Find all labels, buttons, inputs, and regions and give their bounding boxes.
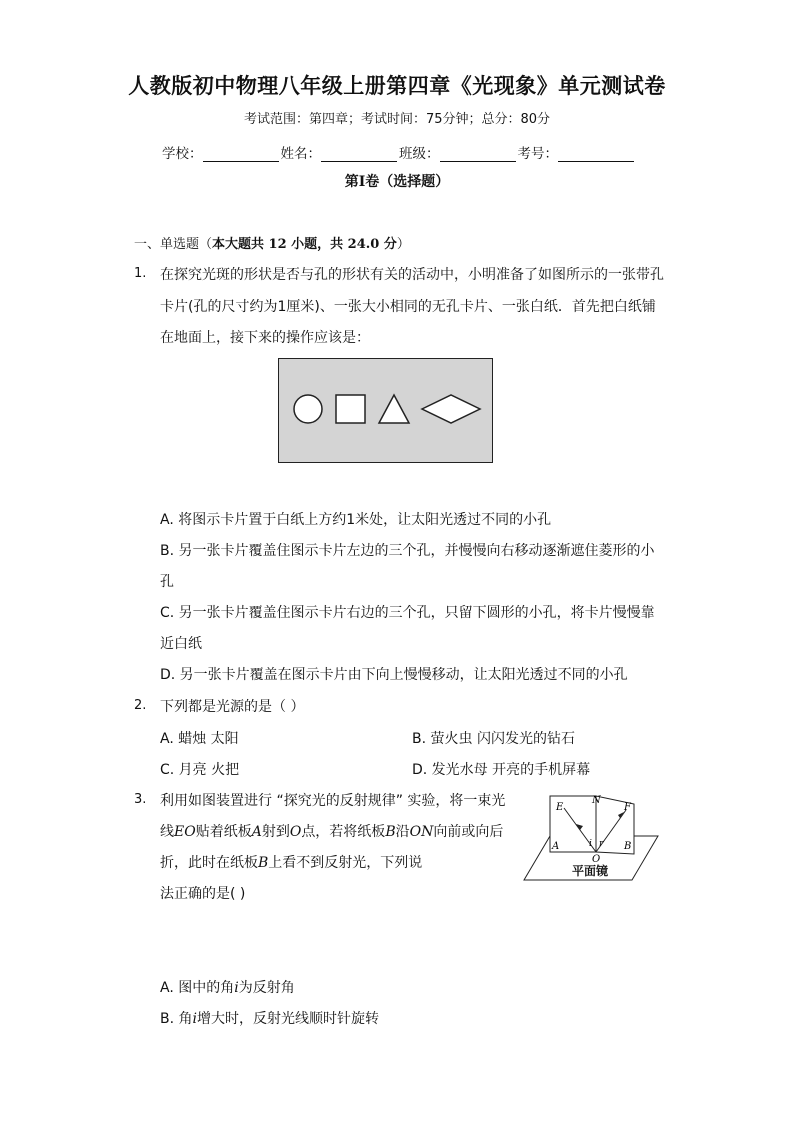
part-heading [134, 233, 410, 252]
class-label: 班级： [399, 146, 440, 162]
school-label: 学校： [162, 146, 203, 162]
hole-card-figure [278, 358, 493, 463]
q3-number: 3. [134, 792, 147, 807]
q3-stem-line-1: 利用如图装置进行 “探究光的反射规律” 实验，将一束光 [160, 793, 506, 809]
q3-a-v: i [234, 980, 239, 996]
q3-l2-v5: ON [409, 824, 434, 840]
q1-option-b-cont: 孔 [160, 574, 174, 590]
label-i: i [589, 839, 592, 849]
q3-l3-t2: 上看不到反射光，下列说 [268, 855, 423, 871]
label-a: A [552, 841, 560, 852]
q3-stem-line-2 [160, 821, 503, 841]
rhombus-hole-icon [422, 395, 480, 423]
label-e: E [556, 802, 564, 813]
q1-option-d[interactable]: D. 另一张卡片覆盖在图示卡片由下向上慢慢移动，让太阳光透过不同的小孔 [160, 667, 628, 683]
section-title: 第I卷（选择题） [344, 174, 450, 190]
q1-option-b[interactable]: B. 另一张卡片覆盖住图示卡片左边的三个孔，并慢慢向右移动逐渐遮住菱形的小 [160, 543, 655, 559]
label-f: F [624, 802, 631, 813]
q3-l2-v2: A [251, 824, 262, 840]
label-b: B [624, 841, 632, 852]
q3-l3-v1: B [258, 855, 269, 871]
q2-option-a[interactable]: A. 蜡烛 太阳 [160, 731, 239, 747]
circle-hole-icon [294, 395, 322, 423]
q3-l2-t3: 射到 [261, 824, 290, 840]
q3-l2-t4: 点，若将纸板 [301, 824, 386, 840]
q1-stem-line-1: 在探究光斑的形状是否与孔的形状有关的活动中，小明准备了如图所示的一张带孔 [160, 267, 664, 283]
q3-l2-t1: 线 [160, 824, 174, 840]
label-r: r [599, 839, 604, 849]
q1-option-c[interactable]: C. 另一张卡片覆盖住图示卡片右边的三个孔，只留下圆形的小孔，将卡片慢慢靠 [160, 605, 655, 621]
q3-l2-v4: B [385, 824, 396, 840]
q1-option-c-cont: 近白纸 [160, 636, 202, 652]
exam-number-blank[interactable] [558, 147, 634, 162]
q3-stem-line-4: 法正确的是( ) [160, 886, 246, 902]
q2-option-b[interactable]: B. 萤火虫 闪闪发光的钻石 [412, 731, 575, 747]
part-heading-bold: 本大题共 12 小题，共 24.0 分 [212, 237, 397, 252]
exam-info: 考试范围：第四章；考试时间：75分钟；总分：80分 [243, 112, 551, 127]
exam-title: 人教版初中物理八年级上册第四章《光现象》单元测试卷 [128, 73, 666, 98]
label-o: O [592, 854, 601, 865]
q3-l2-v3: O [289, 824, 302, 840]
label-n: N [592, 795, 601, 806]
q1-number: 1. [134, 266, 147, 281]
q1-option-a[interactable]: A. 将图示卡片置于白纸上方约1米处，让太阳光透过不同的小孔 [160, 512, 552, 528]
q1-stem-line-3: 在地面上，接下来的操作应该是： [160, 330, 370, 346]
part-heading-prefix: 一、单选题（ [134, 237, 213, 252]
q2-option-d[interactable]: D. 发光水母 开亮的手机屏幕 [412, 762, 591, 778]
class-blank[interactable] [440, 147, 516, 162]
q3-l2-t5: 沿 [395, 824, 410, 840]
q3-l3-t1: 折，此时在纸板 [160, 855, 258, 871]
square-hole-icon [336, 395, 365, 423]
q3-option-b[interactable] [160, 1008, 379, 1028]
q3-l2-v1: EO [174, 824, 196, 840]
q2-number: 2. [134, 698, 147, 713]
mirror-caption: 平面镜 [572, 864, 609, 878]
q2-option-c[interactable]: C. 月亮 火把 [160, 762, 240, 778]
q3-b-t2: 增大时，反射光线顺时针旋转 [197, 1011, 379, 1027]
q3-l2-t2: 贴着纸板 [195, 824, 252, 840]
q3-a-t2: 为反射角 [238, 980, 295, 996]
q1-stem-line-2: 卡片(孔的尺寸约为1厘米)、一张大小相同的无孔卡片、一张白纸．首先把白纸铺 [160, 299, 656, 315]
q2-stem: 下列都是光源的是（ ） [160, 699, 305, 715]
triangle-hole-icon [379, 395, 409, 423]
reflection-figure [520, 794, 660, 890]
q3-b-v: i [192, 1011, 197, 1027]
student-info-fields [162, 142, 636, 162]
exam-number-label: 考号： [517, 146, 558, 162]
q3-a-t1: A. 图中的角 [160, 980, 235, 996]
q3-l2-t6: 向前或向后 [433, 824, 504, 840]
q3-option-a[interactable] [160, 977, 295, 997]
q3-b-t1: B. 角 [160, 1011, 193, 1027]
school-blank[interactable] [203, 147, 279, 162]
name-blank[interactable] [321, 147, 397, 162]
q3-stem-line-3 [160, 852, 422, 872]
part-heading-suffix: ） [396, 237, 410, 252]
name-label: 姓名： [280, 146, 321, 162]
